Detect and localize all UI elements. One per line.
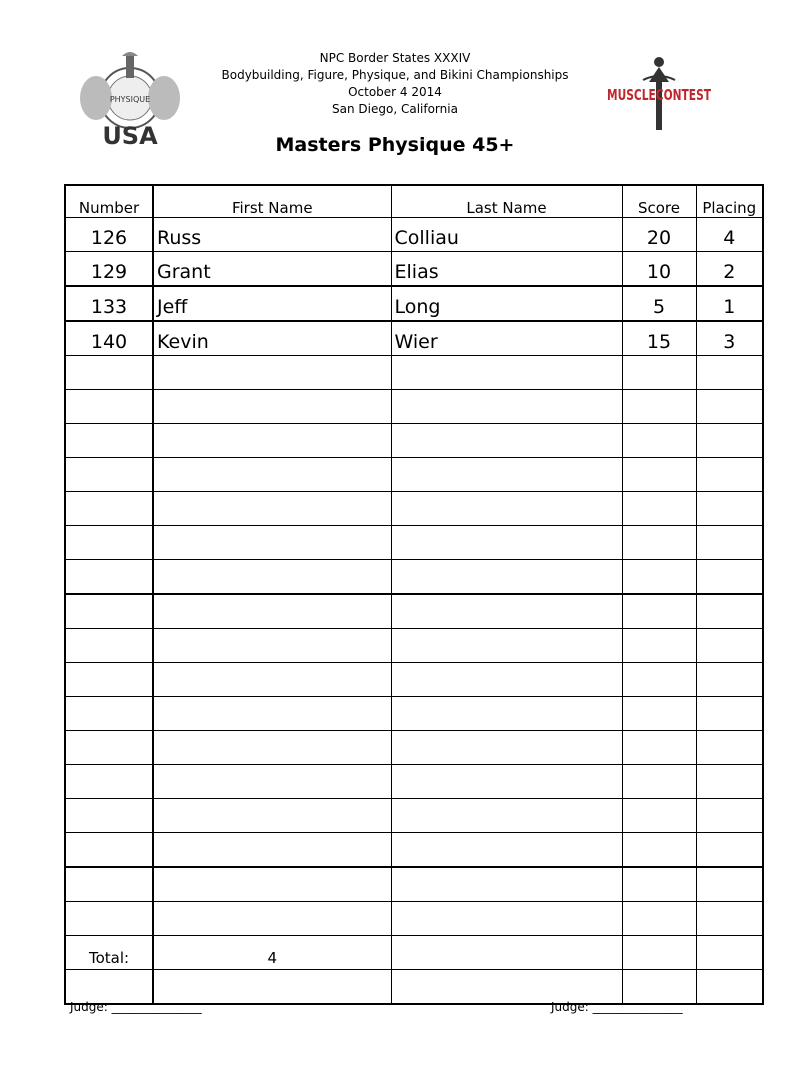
empty-cell — [65, 833, 153, 868]
col-header-first-name: First Name — [153, 185, 391, 218]
empty-cell — [696, 390, 763, 424]
empty-cell — [153, 663, 391, 697]
cell-first-name: Kevin — [153, 321, 391, 356]
empty-cell — [391, 867, 622, 902]
cell-number: 140 — [65, 321, 153, 356]
empty-row — [65, 629, 763, 663]
empty-cell — [622, 458, 696, 492]
event-subtitle: Bodybuilding, Figure, Physique, and Bikini Championships — [221, 68, 569, 82]
empty-cell — [622, 560, 696, 595]
empty-cell — [65, 390, 153, 424]
empty-cell — [153, 492, 391, 526]
logo-left-text: USA — [102, 122, 158, 150]
empty-cell — [65, 867, 153, 902]
empty-cell — [696, 902, 763, 936]
empty-cell — [65, 663, 153, 697]
table-row — [65, 218, 763, 252]
cell-first-name: Russ — [153, 218, 391, 252]
cell-score: 5 — [622, 286, 696, 321]
empty-row — [65, 902, 763, 936]
empty-cell — [153, 765, 391, 799]
cell-placing: 2 — [696, 252, 763, 287]
empty-row — [65, 594, 763, 629]
empty-row — [65, 424, 763, 458]
empty-cell — [65, 458, 153, 492]
empty-cell — [65, 629, 153, 663]
empty-cell — [391, 560, 622, 595]
score-sheet-table — [64, 184, 764, 1005]
empty-cell — [65, 560, 153, 595]
empty-cell — [622, 765, 696, 799]
empty-cell — [153, 390, 391, 424]
empty-cell — [622, 697, 696, 731]
empty-cell — [153, 526, 391, 560]
cell-last-name: Elias — [391, 252, 622, 287]
empty-cell — [622, 594, 696, 629]
empty-cell — [153, 424, 391, 458]
empty-cell — [153, 799, 391, 833]
empty-cell — [391, 697, 622, 731]
empty-cell — [622, 424, 696, 458]
cell-first-name: Grant — [153, 252, 391, 287]
empty-cell — [696, 663, 763, 697]
page-title: Masters Physique 45+ — [275, 134, 515, 156]
empty-cell — [696, 697, 763, 731]
table-row — [65, 321, 763, 356]
empty-cell — [696, 867, 763, 902]
empty-cell — [622, 799, 696, 833]
empty-cell — [622, 629, 696, 663]
empty-cell — [696, 970, 763, 1005]
empty-cell — [622, 833, 696, 868]
empty-cell — [622, 867, 696, 902]
empty-row — [65, 867, 763, 902]
empty-cell — [65, 731, 153, 765]
cell-first-name: Jeff — [153, 286, 391, 321]
empty-cell — [65, 424, 153, 458]
empty-cell — [696, 458, 763, 492]
empty-row — [65, 356, 763, 390]
empty-cell — [696, 424, 763, 458]
logo-left-sub: PHYSIQUE — [109, 95, 151, 104]
empty-cell — [391, 458, 622, 492]
empty-cell — [696, 936, 763, 970]
empty-cell — [153, 560, 391, 595]
cell-last-name: Colliau — [391, 218, 622, 252]
muscle-contest-logo — [603, 52, 715, 134]
event-name: NPC Border States XXXIV — [319, 51, 471, 65]
empty-cell — [696, 594, 763, 629]
empty-cell — [391, 799, 622, 833]
cell-placing: 3 — [696, 321, 763, 356]
empty-row — [65, 390, 763, 424]
empty-cell — [153, 970, 391, 1005]
empty-cell — [65, 526, 153, 560]
empty-cell — [622, 731, 696, 765]
empty-cell — [391, 424, 622, 458]
logo-right-text: MUSCLECONTEST — [607, 86, 712, 104]
empty-cell — [391, 936, 622, 970]
cell-score: 15 — [622, 321, 696, 356]
empty-cell — [65, 356, 153, 390]
empty-cell — [153, 458, 391, 492]
empty-cell — [153, 629, 391, 663]
cell-placing: 1 — [696, 286, 763, 321]
empty-cell — [696, 560, 763, 595]
empty-cell — [153, 867, 391, 902]
cell-number: 126 — [65, 218, 153, 252]
empty-cell — [696, 526, 763, 560]
empty-cell — [622, 970, 696, 1005]
empty-row — [65, 731, 763, 765]
empty-cell — [65, 697, 153, 731]
total-label: Total: — [65, 936, 153, 970]
empty-cell — [65, 492, 153, 526]
empty-cell — [391, 970, 622, 1005]
usa-physique-logo — [74, 52, 186, 156]
table-row — [65, 252, 763, 287]
empty-cell — [391, 765, 622, 799]
empty-cell — [153, 902, 391, 936]
empty-cell — [65, 765, 153, 799]
empty-cell — [622, 492, 696, 526]
empty-cell — [391, 833, 622, 868]
cell-score: 20 — [622, 218, 696, 252]
empty-cell — [391, 594, 622, 629]
event-header — [195, 50, 595, 118]
empty-cell — [391, 356, 622, 390]
empty-cell — [153, 594, 391, 629]
event-location: San Diego, California — [332, 102, 458, 116]
judge-signature-left: Judge: _______________ — [70, 1000, 202, 1014]
cell-last-name: Long — [391, 286, 622, 321]
empty-cell — [622, 902, 696, 936]
cell-number: 129 — [65, 252, 153, 287]
empty-cell — [622, 526, 696, 560]
empty-cell — [696, 799, 763, 833]
empty-row — [65, 663, 763, 697]
judge-signature-right: Judge: _______________ — [551, 1000, 683, 1014]
empty-cell — [622, 936, 696, 970]
empty-cell — [696, 765, 763, 799]
col-header-score: Score — [622, 185, 696, 218]
empty-cell — [696, 492, 763, 526]
empty-cell — [391, 629, 622, 663]
empty-cell — [696, 629, 763, 663]
empty-cell — [391, 492, 622, 526]
cell-placing: 4 — [696, 218, 763, 252]
col-header-last-name: Last Name — [391, 185, 622, 218]
empty-cell — [391, 390, 622, 424]
empty-row — [65, 492, 763, 526]
empty-cell — [65, 902, 153, 936]
empty-row — [65, 833, 763, 868]
empty-row — [65, 765, 763, 799]
empty-cell — [153, 833, 391, 868]
empty-row — [65, 526, 763, 560]
empty-row — [65, 560, 763, 595]
cell-number: 133 — [65, 286, 153, 321]
empty-cell — [391, 731, 622, 765]
empty-cell — [391, 663, 622, 697]
total-row — [65, 936, 763, 970]
table-row — [65, 286, 763, 321]
empty-row — [65, 799, 763, 833]
empty-cell — [65, 594, 153, 629]
empty-cell — [65, 799, 153, 833]
empty-cell — [153, 697, 391, 731]
col-header-number: Number — [65, 185, 153, 218]
cell-last-name: Wier — [391, 321, 622, 356]
empty-row — [65, 458, 763, 492]
total-value: 4 — [153, 936, 391, 970]
empty-row — [65, 970, 763, 1005]
empty-cell — [696, 833, 763, 868]
empty-cell — [153, 731, 391, 765]
empty-row — [65, 697, 763, 731]
empty-cell — [696, 356, 763, 390]
empty-cell — [65, 970, 153, 1005]
table-header-row — [65, 185, 763, 218]
col-header-placing: Placing — [696, 185, 763, 218]
empty-cell — [622, 663, 696, 697]
empty-cell — [153, 356, 391, 390]
empty-cell — [622, 356, 696, 390]
empty-cell — [391, 526, 622, 560]
cell-score: 10 — [622, 252, 696, 287]
empty-cell — [622, 390, 696, 424]
event-date: October 4 2014 — [348, 85, 442, 99]
empty-cell — [391, 902, 622, 936]
empty-cell — [696, 731, 763, 765]
